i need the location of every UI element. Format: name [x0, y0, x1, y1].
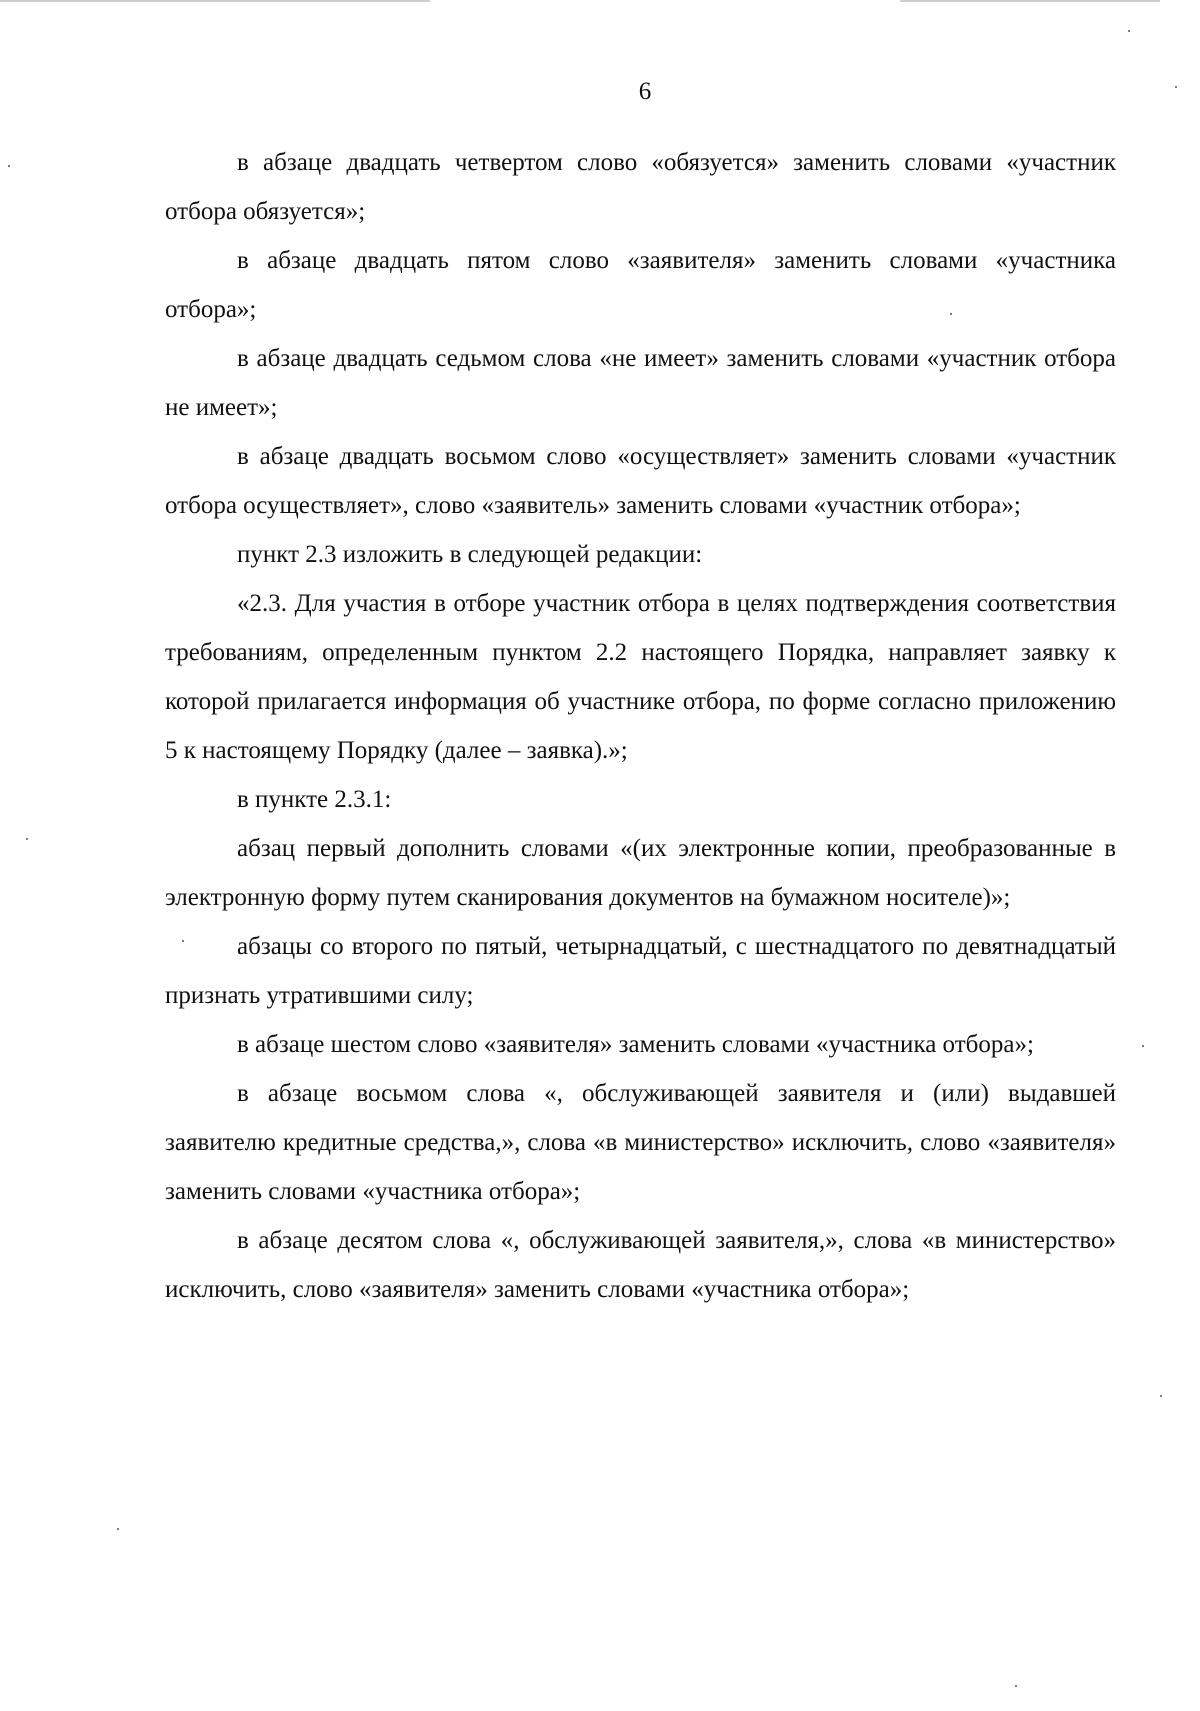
page-number: 6: [638, 78, 652, 105]
scan-speck: [8, 165, 10, 167]
paragraph-12: в абзаце десятом слова «, обслуживающей заявителя,», слова «в министерство» исключить, слово «заявителя» заменить словами «участника отбора»;: [165, 1227, 1116, 1303]
paragraph-7: в пункте 2.3.1:: [237, 786, 392, 813]
paragraph-9: абзацы со второго по пятый, четырнадцатый, с шестнадцатого по девятнадцатый признать утратившими силу;: [165, 933, 1116, 1009]
paragraph-3: в абзаце двадцать седьмом слова «не имеет» заменить словами «участник отбора не имеет»;: [165, 345, 1116, 421]
document-body: [165, 138, 1116, 1314]
paragraph-1: в абзаце двадцать четвертом слово «обязуется» заменить словами «участник отбора обязуется»;: [165, 149, 1116, 225]
scan-speck: [1128, 30, 1130, 32]
scan-speck: [117, 1528, 119, 1530]
paragraph-8: абзац первый дополнить словами «(их электронные копии, преобразованные в электронную форму путем сканирования документов на бумажном носителе)»;: [165, 835, 1116, 911]
scan-speck: [182, 940, 184, 942]
scan-speck: [26, 838, 28, 840]
paragraph-2: в абзаце двадцать пятом слово «заявителя» заменить словами «участника отбора»;: [165, 247, 1116, 323]
scan-edge-line-right: [900, 0, 1160, 2]
paragraph-11: в абзаце восьмом слова «, обслуживающей заявителя и (или) выдавшей заявителю кредитные средства,», слова «в министерство» исключить, слово «заявителя» заменить словами «участника отбора»;: [165, 1080, 1116, 1205]
scan-edge-line-left: [0, 0, 430, 2]
paragraph-4: в абзаце двадцать восьмом слово «осуществляет» заменить словами «участник отбора осуществляет», слово «заявитель» заменить словами «участник отбора»;: [165, 443, 1116, 519]
paragraph-5: пункт 2.3 изложить в следующей редакции:: [237, 541, 703, 568]
scan-speck: [1160, 1395, 1162, 1397]
paragraph-6: «2.3. Для участия в отборе участник отбора в целях подтверждения соответствия требованиям, определенным пунктом 2.2 настоящего Порядка, направляет заявку к которой прилагается информация об участнике отбора, по форме согласно приложению 5 к настоящему Порядку (далее – заявка).»;: [165, 590, 1116, 764]
scan-speck: [1175, 86, 1177, 88]
paragraph-10: в абзаце шестом слово «заявителя» заменить словами «участника отбора»;: [237, 1031, 1034, 1058]
scan-speck: [1142, 1045, 1144, 1047]
scan-speck: [1015, 1685, 1017, 1687]
scan-speck: [950, 313, 952, 315]
